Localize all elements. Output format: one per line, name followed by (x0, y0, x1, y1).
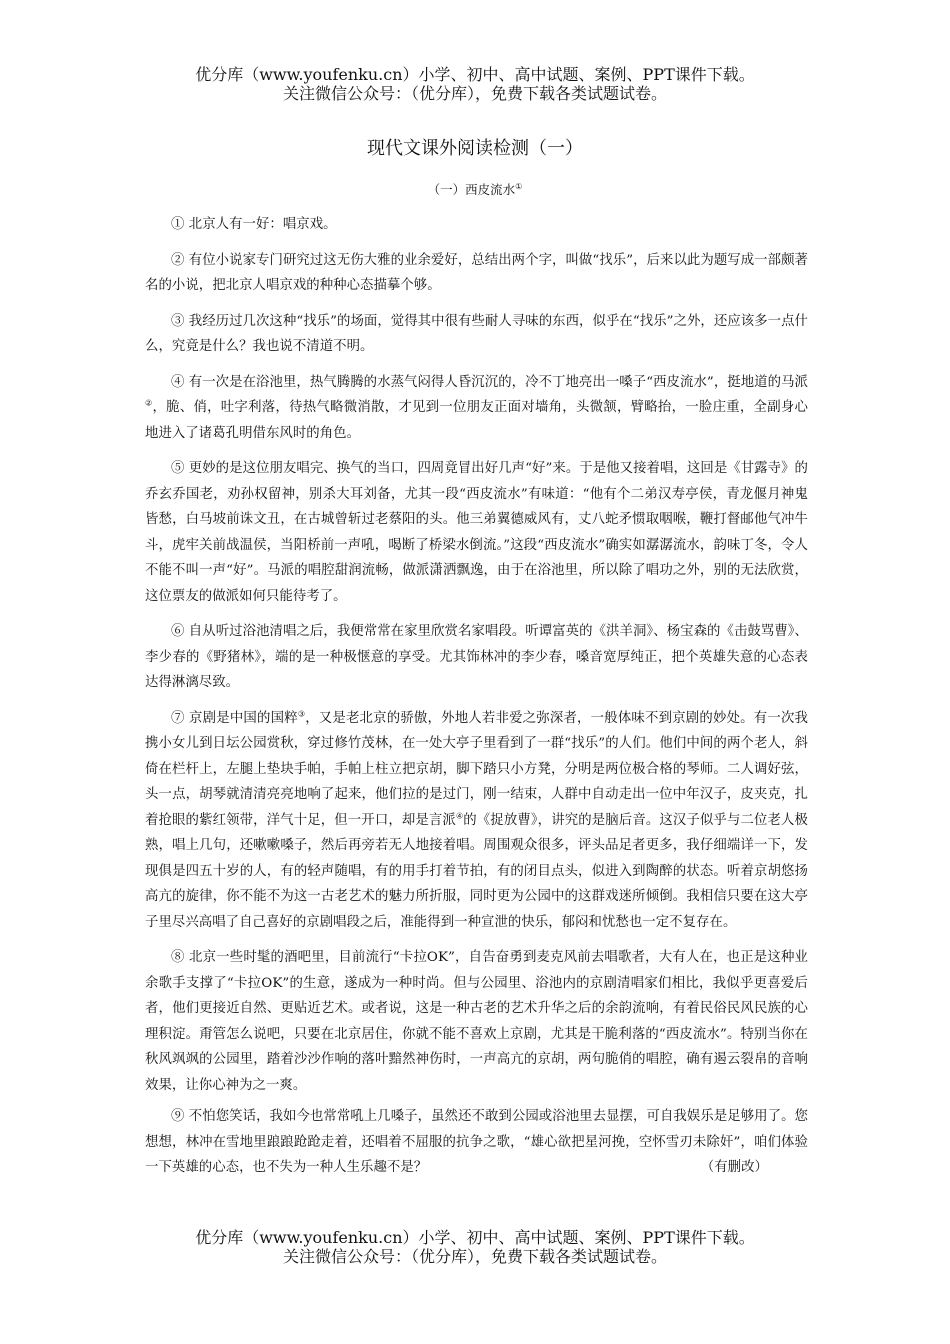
paragraph-text: ，脆、俏，吐字利落，待热气略微消散，才见到一位朋友正面对墙角，头微颔，臂略抬，一脸庄重，全副身心地进入了诸葛孔明借东风时的角色。 (145, 400, 808, 441)
paragraph-text: ④ 有一次是在浴池里，热气腾腾的水蒸气闷得人昏沉沉的，冷不丁地亮出一嗓子“西皮流水”，挺地道的马派 (171, 374, 808, 390)
paragraph-7 (145, 706, 808, 936)
footer-line-1: 优分库（www.youfenku.cn）小学、初中、高中试题、案例、PPT课件下载。 (195, 1228, 755, 1247)
paragraph-3 (145, 309, 808, 360)
page-footer (0, 1228, 950, 1266)
footer-line-2: 关注微信公众号：（优分库），免费下载各类试题试卷。 (282, 1247, 667, 1266)
page-header (0, 65, 950, 103)
subtitle-footnote-mark: ① (515, 182, 523, 191)
paragraph-4 (145, 370, 808, 447)
article-body (145, 212, 808, 1191)
paragraph-text: ③ 我经历过几次这种“找乐”的场面，觉得其中很有些耐人寻味的东西，似乎在“找乐”之外，还应该多一点什么，究竟是什么？我也说不清道不明。 (145, 313, 808, 354)
paragraph-text: ① 北京人有一好：唱京戏。 (171, 217, 337, 232)
paragraph-text: ⑥ 自从听过浴池清唱之后，我便常常在家里欣赏名家唱段。听谭富英的《洪羊洞》、杨宝森的《击鼓骂曹》、李少春的《野猪林》，端的是一种极惬意的享受。尤其饰林冲的李少春，嗓音宽厚纯正，把个英雄失意的心态表达得淋漓尽致。 (145, 624, 808, 690)
edit-note: （有删改） (700, 1160, 768, 1175)
header-line-1: 优分库（www.youfenku.cn）小学、初中、高中试题、案例、PPT课件下载。 (195, 65, 755, 84)
paragraph-text: ，又是老北京的骄傲，外地人若非爱之弥深者，一般体味不到京剧的妙处。有一次我携小女儿到日坛公园赏秋，穿过修竹茂林，在一处大亭子里看到了一群“找乐”的人们。他们中间的两个老人，斜倚在栏杆上，左腿上垫块手帕，手帕上柱立把京胡，脚下踏只小方凳，分明是两位极合格的琴师。二人调好弦，头一点，胡琴就清清亮亮地响了起来，他们拉的是过门，刚一结束，人群中自动走出一位中年汉子，皮夹克，扎着抢眼的紫红领带，洋气十足，但一开口，却是言派 (145, 710, 808, 828)
subtitle-text: （一）西皮流水 (427, 182, 516, 198)
section-subtitle (0, 178, 950, 199)
paragraph-2 (145, 248, 808, 299)
paragraph-1 (145, 212, 808, 238)
paragraph-9 (145, 1104, 808, 1181)
footnote-mark: ④ (455, 811, 464, 821)
paragraph-text: ⑨ 不怕您笑话，我如今也常常吼上几嗓子，虽然还不敢到公园或浴池里去显摆，可自我娱乐是足够用了。您想想，林冲在雪地里踉踉跄跄走着，还唱着不屈服的抗争之歌，“雄心欲把星河挽，空怀雪刃未除奸”，咱们体验一下英雄的心态，也不失为一种人生乐趣不是？ (145, 1109, 808, 1175)
paragraph-text: ② 有位小说家专门研究过这无伤大雅的业余爱好，总结出两个字，叫做“找乐”，后来以此为题写成一部颇著名的小说，把北京人唱京戏的种种心态描摹个够。 (145, 252, 808, 293)
paragraph-text: ⑧ 北京一些时髦的酒吧里，目前流行“卡拉OK”，自告奋勇到麦克风前去唱歌者，大有人在，也正是这种业余歌手支撑了“卡拉OK”的生意，遂成为一种时尚。但与公园里、浴池内的京剧清唱家们相比，我似乎更喜爱后者，他们更接近自然、更贴近艺术。或者说，这是一种古老的艺术升华之后的余韵流响，有着民俗民风民族的心理积淀。甭管怎么说吧，只要在北京居住，你就不能不喜欢上京剧，尤其是干脆利落的“西皮流水”。特别当你在秋风飒飒的公园里，踏着沙沙作响的落叶黯然神伤时，一声高亢的京胡，两句脆俏的唱腔，确有遏云裂帛的音响效果，让你心神为之一爽。 (145, 950, 808, 1093)
header-line-2: 关注微信公众号：（优分库），免费下载各类试题试卷。 (282, 84, 667, 103)
paragraph-6 (145, 619, 808, 696)
paragraph-5 (145, 456, 808, 609)
footnote-mark: ③ (297, 709, 306, 719)
page-title: 现代文课外阅读检测（一） (367, 138, 583, 159)
paragraph-text: ⑤ 更妙的是这位朋友唱完、换气的当口，四周竟冒出好几声“好”来。于是他又接着唱，这回是《甘露寺》的乔玄乔国老，劝孙权留神，别杀大耳刘备，尤其一段“西皮流水”有味道：“他有个二弟汉寿亭侯，青龙偃月神鬼皆愁，白马坡前诛文丑，在古城曾斩过老蔡阳的头。他三弟翼德威风有，丈八蛇矛惯取咽喉，鞭打督邮他气冲牛斗，虎牢关前战温侯，当阳桥前一声吼，喝断了桥梁水倒流。”这段“西皮流水”确实如潺潺流水，韵味丁冬，令人不能不叫一声“好”。马派的唱腔甜润流畅，做派潇洒飘逸，由于在浴池里，所以除了唱功之外，别的无法欣赏，这位票友的做派如何只能待考了。 (145, 461, 808, 604)
paragraph-text: ⑦ 京剧是中国的国粹 (171, 710, 298, 726)
footnote-mark: ② (145, 398, 153, 408)
paragraph-text: 的《捉放曹》，讲究的是脑后音。这汉子似乎与二位老人极熟，唱上几句，还嗽嗽嗓子，然后再旁若无人地接着唱。周围观众很多，评头品足者更多，我仔细端详一下，发现俱是四五十岁的人，有的轻声随唱，有的用手打着节拍，有的闭目点头，似进入到陶醉的状态。听着京胡悠扬高亢的旋律，你不能不为这一古老艺术的魅力所折服，同时更为公园中的这群戏迷所倾倒。我相信只要在这大亭子里尽兴高唱了自己喜好的京剧唱段之后，准能得到一种宣泄的快乐，郁闷和忧愁也一定不复存在。 (145, 812, 808, 930)
paragraph-8 (145, 945, 808, 1098)
